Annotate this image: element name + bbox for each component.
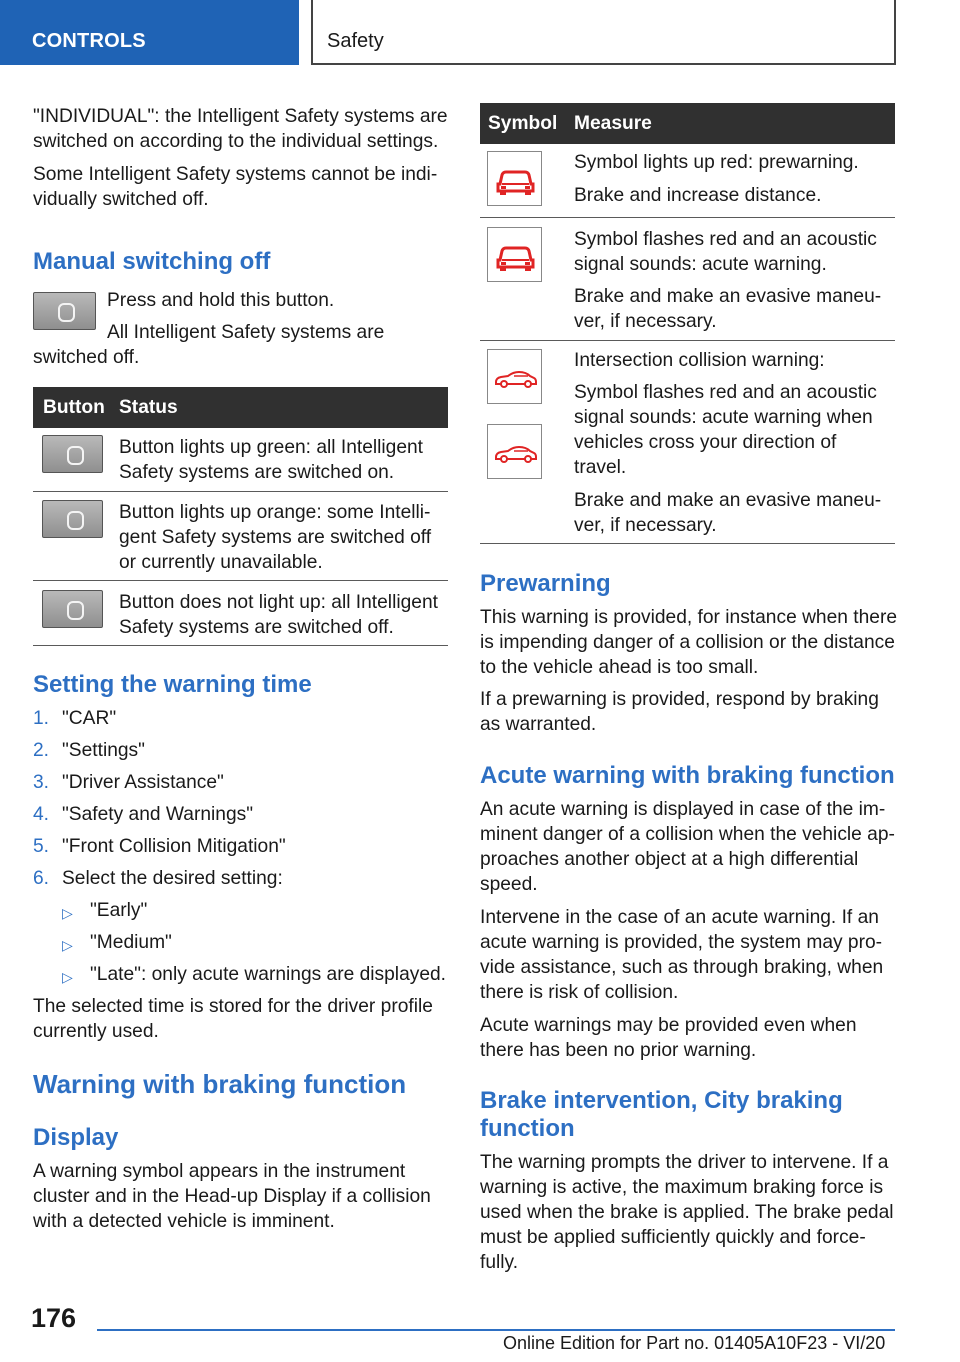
button-status-row-3: Button does not light up: all Intelligent Safety systems are switched off. — [119, 592, 438, 638]
symbol-row-3-text-3: Brake and make an evasive maneu-ver, if necessary. — [574, 490, 882, 536]
table-divider — [480, 543, 895, 544]
braking-function-heading: Warning with braking function — [33, 1069, 407, 1099]
side-car-icon — [487, 424, 542, 479]
table-divider — [33, 491, 448, 492]
intro-paragraph-2: Some Intelligent Safety systems cannot be indi-vidually switched off. — [33, 164, 438, 210]
display-text: A warning symbol appears in the instrument cluster and in the Head-up Display if a collision with a detected vehicle is imminent. — [33, 1161, 431, 1232]
symbol-row-3-text-2: Symbol flashes red and an acoustic signal sounds: acute warning when vehicles cross your direction of travel. — [574, 382, 877, 478]
section-title: CONTROLS — [32, 30, 146, 52]
front-car-flashing-icon — [487, 227, 542, 282]
table-divider — [480, 217, 895, 218]
table-divider — [33, 645, 448, 646]
button-orange-icon — [42, 500, 103, 538]
acute-text-1: An acute warning is displayed in case of the im-minent danger of a collision when the vehicle ap-proaches another object at a high differential speed. — [480, 799, 895, 895]
acute-warning-heading: Acute warning with braking function — [480, 762, 895, 789]
side-car-icon — [487, 349, 542, 404]
symbol-row-1-text-2: Brake and increase distance. — [574, 185, 822, 206]
brake-text: The warning prompts the driver to intervene. If a warning is active, the maximum braking force is used when the brake is applied. The brake pedal must be applied sufficiently quickly and force-fully. — [480, 1152, 894, 1273]
section-tab — [0, 0, 299, 65]
button-status-row-1: Button lights up green: all Intelligent Safety systems are switched on. — [119, 437, 424, 483]
display-heading: Display — [33, 1124, 119, 1151]
prewarning-text-1: This warning is provided, for instance when there is impending danger of a collision or the distance to the vehicle ahead is too small. — [480, 607, 898, 678]
table-divider — [480, 340, 895, 341]
topic-box — [311, 0, 896, 65]
col-header-button: Button — [43, 397, 105, 418]
intro-paragraph-1: "INDIVIDUAL": the Intelligent Safety systems are switched on according to the individual settings. — [33, 106, 448, 152]
table-divider — [33, 580, 448, 581]
acute-text-3: Acute warnings may be provided even when there has been no prior warning. — [480, 1015, 857, 1061]
symbol-table-header — [480, 103, 895, 144]
col-header-measure: Measure — [574, 113, 652, 134]
button-table-header — [33, 387, 448, 428]
prewarning-heading: Prewarning — [480, 570, 611, 597]
symbol-row-1-text-1: Symbol lights up red: prewarning. — [574, 152, 859, 173]
manual-text-2: All Intelligent Safety systems are switched off. — [33, 322, 385, 368]
manual-text-1: Press and hold this button. — [107, 290, 335, 311]
symbol-row-2-text-2: Brake and make an evasive maneu-ver, if necessary. — [574, 286, 882, 332]
col-header-status: Status — [119, 397, 178, 418]
col-header-symbol: Symbol — [488, 113, 558, 134]
edition-text: Online Edition for Part no. 01405A10F23 - VI/20 — [503, 1333, 886, 1353]
warning-time-heading: Setting the warning time — [33, 671, 312, 698]
acute-text-2: Intervene in the case of an acute warning. If an acute warning is provided, the system may pro-vide assistance, such as through braking, when there is risk of collision. — [480, 907, 884, 1003]
footer-rule — [97, 1329, 895, 1331]
front-car-red-icon — [487, 151, 542, 206]
symbol-row-2-text-1: Symbol flashes red and an acoustic signal sounds: acute warning. — [574, 229, 877, 275]
prewarning-text-2: If a prewarning is provided, respond by braking as warranted. — [480, 689, 879, 735]
brake-intervention-heading: Brake intervention, City braking function — [480, 1087, 843, 1142]
button-off-icon — [42, 590, 103, 628]
button-green-icon — [42, 435, 103, 473]
topic-title: Safety — [327, 30, 384, 52]
button-status-row-2: Button lights up orange: some Intelli-gent Safety systems are switched off or currently unavailable. — [119, 502, 432, 573]
symbol-row-3-text-1: Intersection collision warning: — [574, 350, 825, 371]
manual-switching-heading: Manual switching off — [33, 248, 271, 275]
page-number: 176 — [31, 1303, 77, 1333]
stored-text: The selected time is stored for the driver profile currently used. — [33, 996, 433, 1042]
